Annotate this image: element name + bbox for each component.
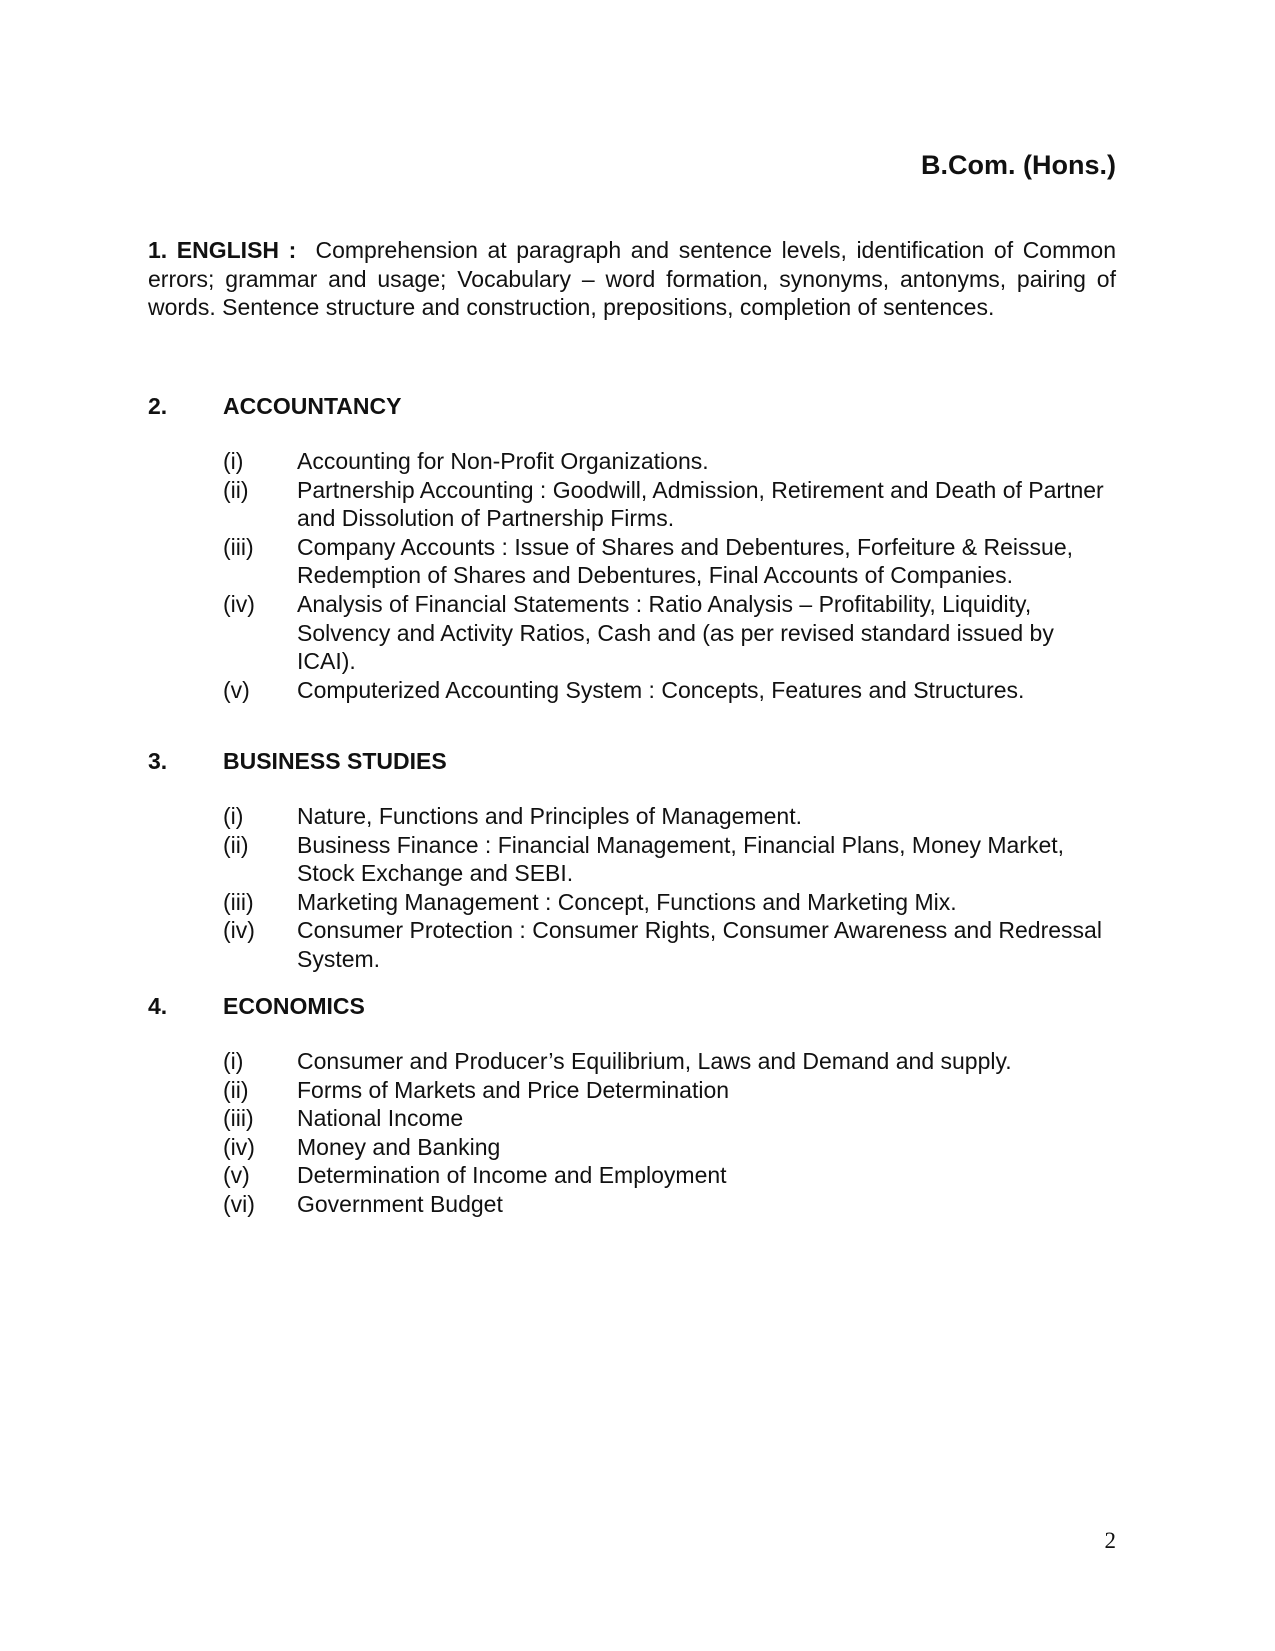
item-text: Forms of Markets and Price Determination: [297, 1076, 730, 1103]
item-number: (i): [223, 1048, 244, 1074]
item-text: Consumer and Producer’s Equilibrium, Laws and Demand and supply.: [297, 1048, 1012, 1074]
economics-list: [223, 1047, 1116, 1219]
section-heading-accountancy: [148, 392, 401, 420]
item-text: Consumer Protection : Consumer Rights, Consumer Awareness and Redressal System.: [297, 917, 1102, 972]
document-page: [148, 0, 1116, 1651]
item-number: (i): [223, 448, 244, 474]
list-item: [223, 533, 1116, 590]
item-number: (i): [223, 803, 244, 829]
item-number: (ii): [223, 831, 249, 858]
english-description: Comprehension at paragraph and sentence levels, identification of Common errors; grammar and usage; Vocabulary – word formation, synonyms, antonyms, pairing of words. Sentence structure and construction, prepositions, completion of sentences.: [148, 237, 1116, 321]
list-item: [223, 916, 1116, 973]
list-item: [223, 676, 1116, 705]
item-text: Company Accounts : Issue of Shares and Debentures, Forfeiture & Reissue, Redemption of Shares and Debentures, Final Accounts of Companies.: [297, 533, 1074, 589]
list-item: [223, 476, 1116, 533]
item-number: (iv): [223, 1133, 255, 1160]
item-number: (iii): [223, 533, 254, 560]
item-number: (v): [223, 676, 250, 703]
section-heading-economics: [148, 992, 365, 1020]
item-text: Computerized Accounting System : Concepts, Features and Structures.: [297, 676, 1025, 703]
business-studies-list: [223, 802, 1116, 974]
item-text: Government Budget: [297, 1190, 503, 1217]
section-number: 3.: [148, 748, 168, 774]
list-item: [223, 590, 1116, 676]
item-number: (iii): [223, 1105, 254, 1132]
list-item: [223, 888, 1116, 917]
list-item: [223, 1161, 1116, 1190]
item-text: Money and Banking: [297, 1133, 501, 1160]
list-item: [223, 1133, 1116, 1162]
item-number: (ii): [223, 1076, 249, 1103]
section-number: 4.: [148, 993, 168, 1019]
accountancy-list: [223, 447, 1116, 704]
section-title: BUSINESS STUDIES: [223, 748, 447, 774]
list-item: [223, 447, 1116, 476]
english-section: [148, 236, 1116, 322]
section-heading-business-studies: [148, 747, 447, 775]
item-text: Marketing Management : Concept, Functions and Marketing Mix.: [297, 888, 957, 915]
item-text: National Income: [297, 1105, 464, 1132]
section-number: 2.: [148, 393, 168, 419]
item-number: (iii): [223, 888, 254, 915]
item-text: Analysis of Financial Statements : Ratio Analysis – Profitability, Liquidity, Solvency and Activity Ratios, Cash and (as per revised standard issued by ICAI).: [297, 590, 1054, 675]
item-text: Partnership Accounting : Goodwill, Admission, Retirement and Death of Partner and Dissolution of Partnership Firms.: [297, 476, 1104, 532]
list-item: [223, 1047, 1116, 1076]
english-heading: 1. ENGLISH :: [148, 237, 297, 263]
list-item: [223, 1190, 1116, 1219]
list-item: [223, 802, 1116, 831]
list-item: [223, 1104, 1116, 1133]
item-number: (iv): [223, 917, 255, 944]
item-number: (vi): [223, 1190, 255, 1217]
item-text: Accounting for Non-Profit Organizations.: [297, 448, 709, 474]
item-text: Determination of Income and Employment: [297, 1162, 727, 1189]
item-text: Business Finance : Financial Management, Financial Plans, Money Market, Stock Exchange and SEBI.: [297, 831, 1065, 887]
page-title: B.Com. (Hons.): [921, 150, 1116, 180]
page-number: 2: [1104, 1528, 1116, 1553]
list-item: [223, 831, 1116, 888]
section-title: ECONOMICS: [223, 993, 365, 1019]
item-number: (iv): [223, 590, 255, 617]
item-number: (v): [223, 1162, 250, 1189]
list-item: [223, 1076, 1116, 1105]
section-title: ACCOUNTANCY: [223, 393, 402, 419]
item-number: (ii): [223, 476, 249, 503]
item-text: Nature, Functions and Principles of Management.: [297, 803, 802, 829]
